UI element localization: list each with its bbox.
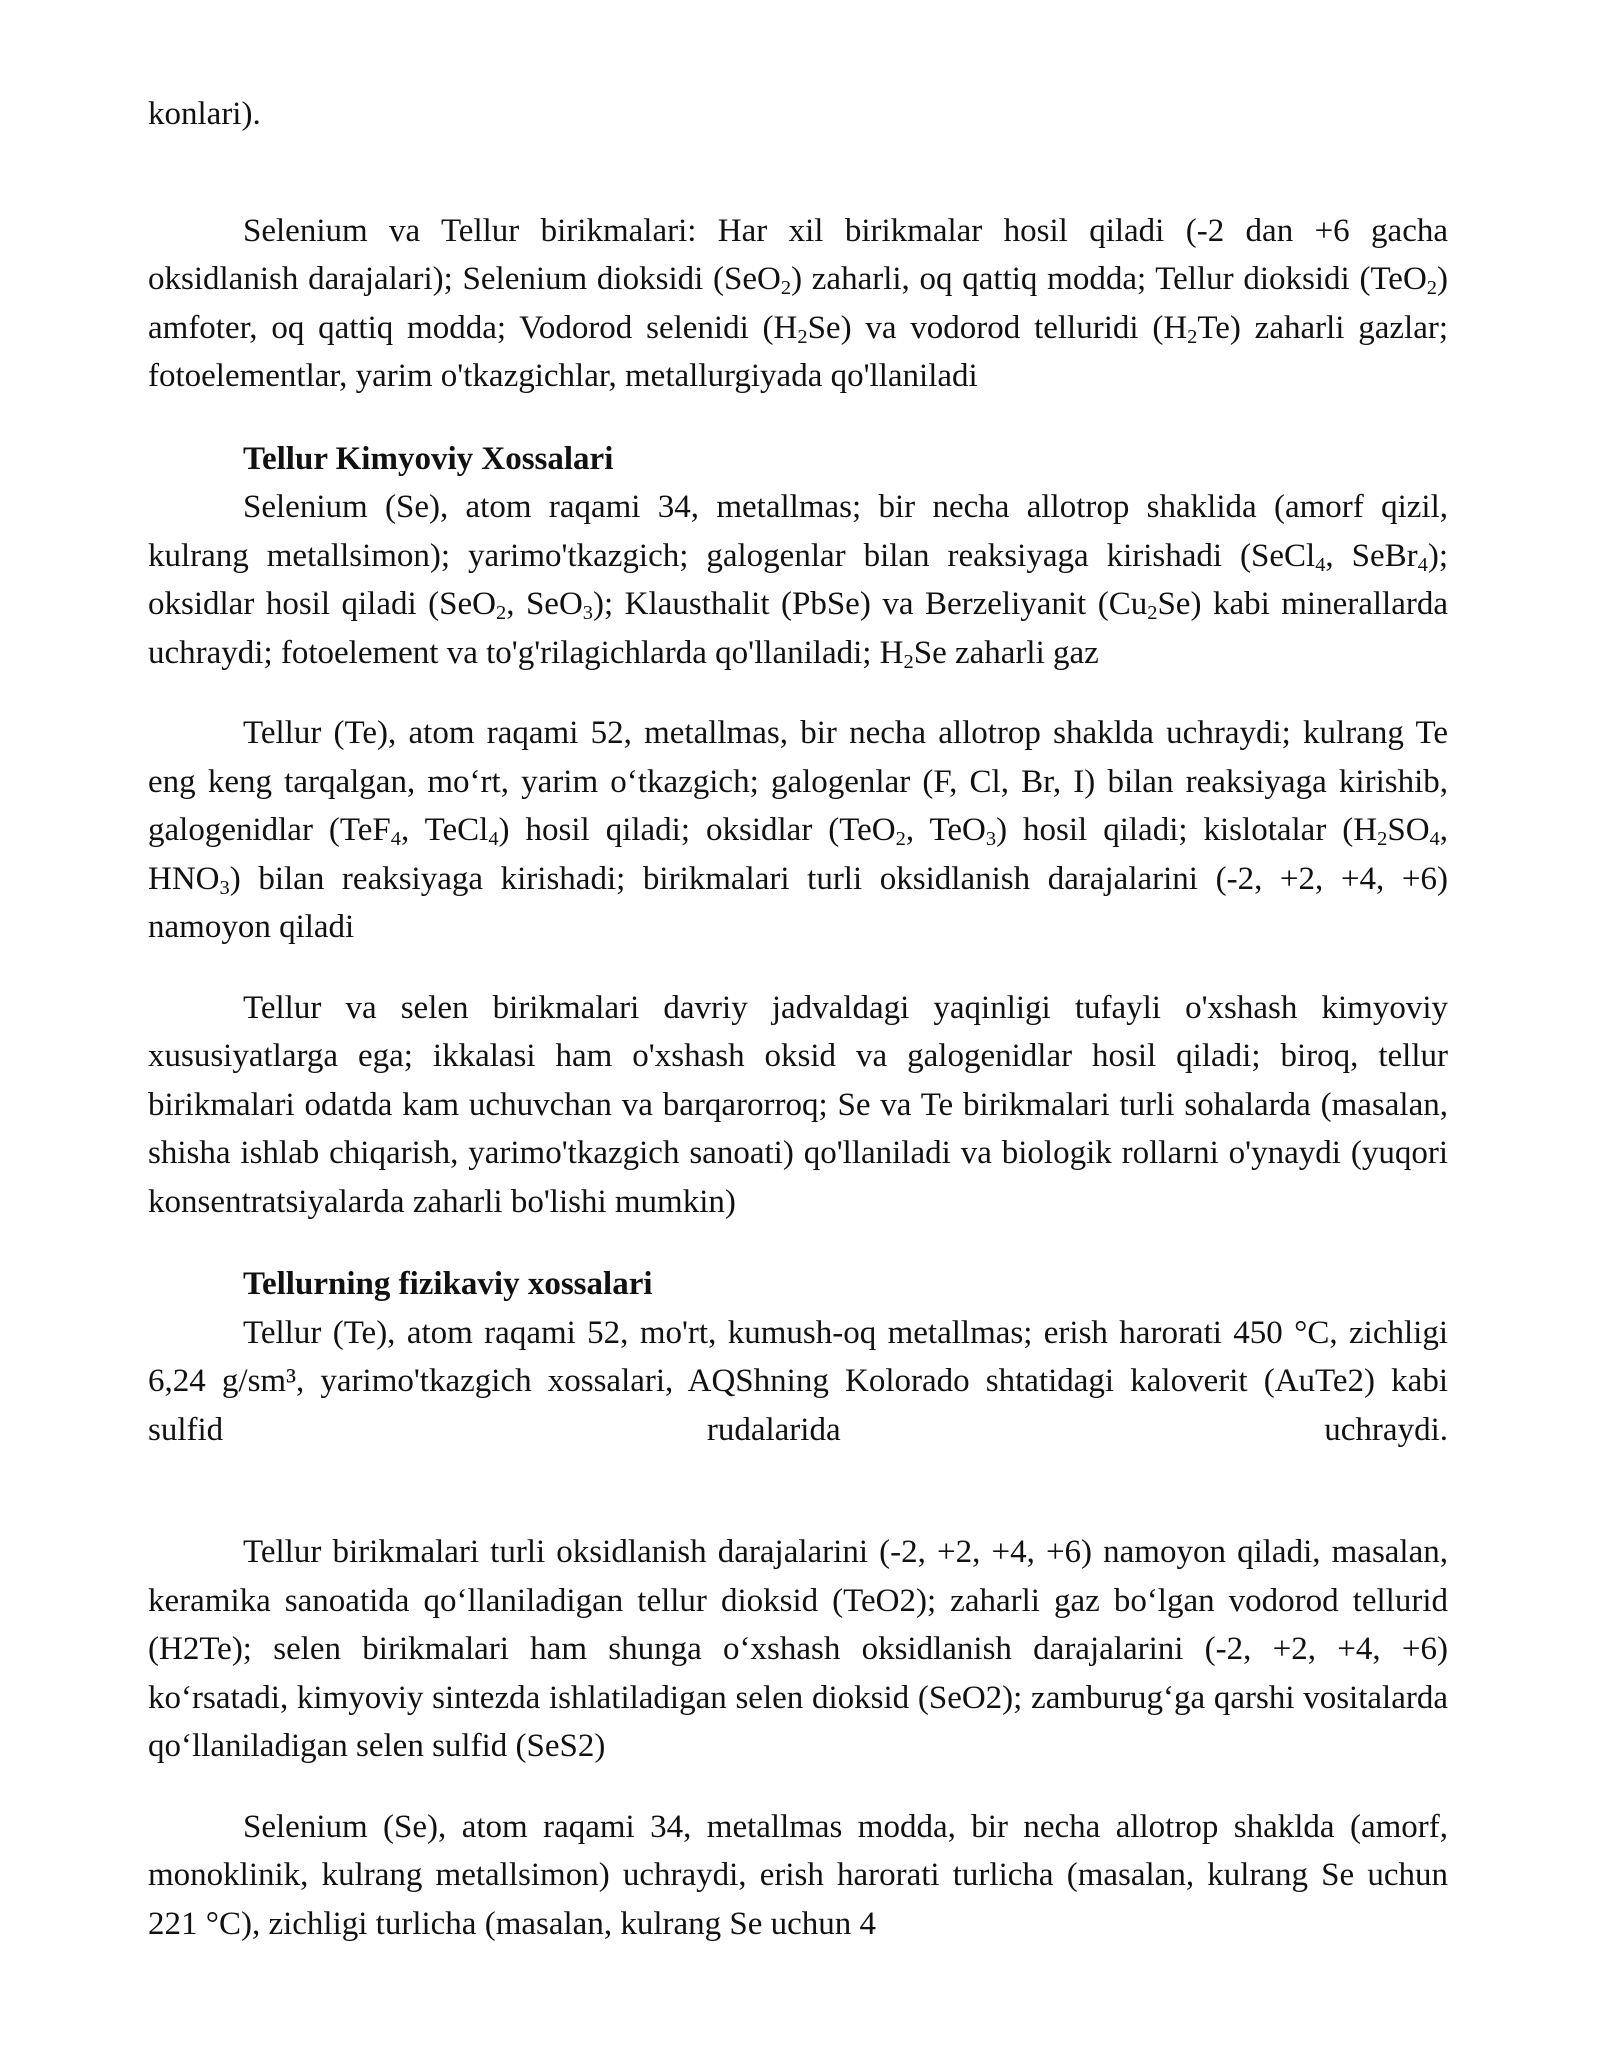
paragraph-oxidation-states: Tellur birikmalari turli oksidlanish darajalarini (-2, +2, +4, +6) namoyon qiladi, masalan, keramika sanoatida qo‘llaniladigan tellur dioksid (TeO2); zaharli gaz bo‘lgan vodorod tellurid (H2Te); selen birikmalari ham shunga o‘xshash oksidlanish darajalarini (-2, +2, +4, +6) ko‘rsatadi, kimyoviy sintezda ishlatiladigan selen dioksid (SeO2); zamburug‘ga qarshi vositalarda qo‘llaniladigan selen sulfid (SeS2) — [148, 1534, 1448, 1764]
paragraph-tellurium-chemical: Tellur (Te), atom raqami 52, metallmas, bir necha allotrop shaklda uchraydi; kulrang Te eng keng tarqalgan, mo‘rt, yarim o‘tkazgich; galogenlar (F, Cl, Br, I) bilan reaksiyaga kirishib, galogenidlar (TeF$_4$, TeCl$_4$) hosil qiladi; oksidlar (TeO$_2$, TeO$_3$) hosil qiladi; kislotalar ($H_2SO_4$, $HNO_3$) bilan reaksiyaga kirishadi; birikmalari turli oksidlanish darajalarini (-2, +2, +4, +6) namoyon qiladi — [148, 715, 1449, 945]
heading-physical-properties: Tellurning fizikaviy xossalari — [243, 1266, 653, 1302]
paragraph-selenium-chemical: Selenium (Se), atom raqami 34, metallmas; bir necha allotrop shaklida (amorf qizil, kulrang metallsimon); yarimo'tkazgich; galogenlar bilan reaksiyaga kirishadi (SeCl$_4$, SeBr$_4$); oksidlar hosil qiladi (SeO$_2$, SeO$_3$); Klausthalit (PbSe) va Berzeliyanit $(Cu_2Se)$ kabi minerallarda uchraydi; fotoelement va to'g'rilagichlarda qo'llaniladi; $H_2Se$ zaharli gaz — [148, 489, 1449, 673]
paragraph-selenium-physical: Selenium (Se), atom raqami 34, metallmas modda, bir necha allotrop shaklda (amorf, monoklinik, kulrang metallsimon) uchraydi, erish harorati turlicha (masalan, kulrang Se uchun 221 °C), zichligi turlicha (masalan, kulrang Se uchun 4 — [148, 1808, 1448, 1942]
paragraph-continuation: konlari). — [148, 96, 261, 132]
paragraph-compounds-overview: Selenium va Tellur birikmalari: Har xil birikmalar hosil qiladi (-2 dan +6 gacha oksidlanish darajalari); Selenium dioksidi (SeO$_2$) zaharli, oq qattiq modda; Tellur dioksidi (TeO$_2$) amfoter, oq qattiq modda; Vodorod selenidi $(H_2Se)$ va vodorod telluridi $(H_2Te)$ zaharli gazlar; fotoelementlar, yarim o'tkazgichlar, metallurgiyada qo'llaniladi — [148, 212, 1448, 394]
document-page — [148, 90, 1448, 1948]
paragraph-tellurium-physical: Tellur (Te), atom raqami 52, mo'rt, kumush-oq metallmas; erish harorati 450 °C, zichligi 6,24 g/sm³, yarimo'tkazgich xossalari, AQShning Kolorado shtatidagi kaloverit (AuTe2) kabi sulfid rudalarida uchraydi. — [148, 1314, 1448, 1448]
heading-chemical-properties: Tellur Kimyoviy Xossalari — [243, 440, 614, 477]
paragraph-comparison: Tellur va selen birikmalari davriy jadvaldagi yaqinligi tufayli o'xshash kimyoviy xususiyatlarga ega; ikkalasi ham o'xshash oksid va galogenidlar hosil qiladi; biroq, tellur birikmalari odatda kam uchuvchan va barqarorroq; Se va Te birikmalari turli sohalarda (masalan, shisha ishlab chiqarish, yarimo'tkazgich sanoati) qo'llaniladi va biologik rollarni o'ynaydi (yuqori konsentratsiyalarda zaharli bo'lishi mumkin) — [148, 989, 1448, 1220]
